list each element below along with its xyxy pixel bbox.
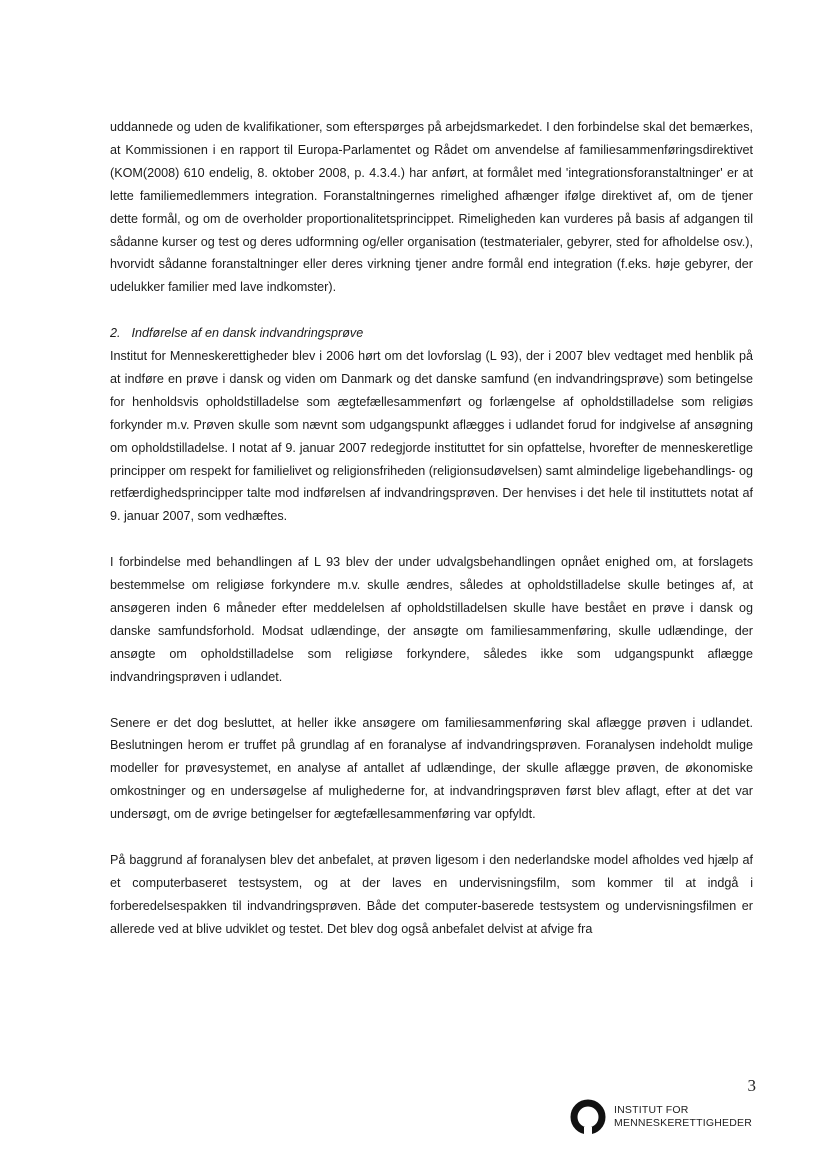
institute-logo (570, 1098, 770, 1138)
paragraph-gap (110, 299, 753, 322)
logo-line-1: INSTITUT FOR (614, 1104, 689, 1116)
logo-text (614, 1104, 752, 1130)
paragraph-2: Institut for Menneskerettigheder blev i 2006 hørt om det lovforslag (L 93), der i 2007 blev vedtaget med henblik på at indføre en prøve i dansk og viden om Danmark og det danske samfund (en indvandringsprøve) som betingelse for henholdsvis opholdstilladelse som ægtefællesammenført og forlængelse af opholdstilladelse som religiøs forkynder m.v. Prøven skulle som nævnt som udgangspunkt aflægges i udlandet forud for indgivelse af ansøgning om opholdstilladelse. I notat af 9. januar 2007 redegjorde instituttet for sin opfattelse, hvorefter de menneskeretlige principper om respekt for familielivet og religionsfriheden (religionsudøvelsen) samt almindelige ligebehandlings- og retfærdighedsprincipper talte mod indførelsen af indvandringsprøven. Der henvises i det hele til instituttets notat af 9. januar 2007, som vedhæftes. (110, 349, 753, 524)
paragraph-3: I forbindelse med behandlingen af L 93 blev der under udvalgsbehandlingen opnået enighed om, at forslagets bestemmelse om religiøse forkyndere m.v. skulle ændres, således at opholdstilladelse skulle betinges af, at ansøgeren inden 6 måneder efter meddelelsen af opholdstilladelsen skulle have bestået en prøve i dansk og danske samfundsforhold. Modsat udlændinge, der ansøgte om familiesammenføring, skulle udlændinge, der ansøgte om opholdstilladelse som religiøse forkyndere, således ikke som udgangspunkt aflægge indvandringsprøven i udlandet. (110, 555, 753, 684)
paragraph-gap (110, 826, 753, 849)
paragraph-4: Senere er det dog besluttet, at heller ikke ansøgere om familiesammenføring skal aflægge prøven i udlandet. Beslutningen herom er truffet på grundlag af en foranalyse af indvandringsprøven. Foranalysen indeholdt mulige modeller for prøvesystemet, en analyse af antallet af udlændinge, der skulle aflægge prøven, de økonomiske omkostninger og en undersøgelse af mulighederne for, at indvandringsprøven først blev aflagt, efter at det var undersøgt, om de øvrige betingelser for ægtefællesammenføring var opfyldt. (110, 715, 753, 822)
section-number: 2. (110, 326, 121, 341)
document-body (110, 116, 753, 941)
paragraph-gap (110, 528, 753, 551)
section-title: Indførelse af en dansk indvandringsprøve (131, 326, 364, 341)
logo-line-2: MENNESKERETTIGHEDER (614, 1117, 752, 1129)
paragraph-gap (110, 689, 753, 712)
page-number: 3 (747, 1076, 756, 1095)
paragraph-1: uddannede og uden de kvalifikationer, som efterspørges på arbejdsmarkedet. I den forbindelse skal det bemærkes, at Kommissionen i en rapport til Europa-Parlamentet og Rådet om anvendelse af familiesammenføringsdirektivet (KOM(2008) 610 endelig, 8. oktober 2008, p. 4.3.4.) har anført, at formålet med 'integrationsforanstaltninger' er at lette familiemedlemmers integration. Foranstaltningernes rimelighed afhænger ifølge direktivet af, om de tjener dette formål, og om de overholder proportionalitetsprincippet. Rimeligheden kan vurderes på basis af adgangen til sådanne kurser og test og deres udformning og/eller organisation (testmaterialer, gebyrer, sted for afholdelse osv.), hvorvidt sådanne foranstaltninger eller deres virkning tjener andre formål end integration (f.eks. høje gebyrer, der udelukker familier med lave indkomster). (110, 120, 753, 295)
paragraph-5: På baggrund af foranalysen blev det anbefalet, at prøven ligesom i den nederlandske model afholdes ved hjælp af et computerbaseret testsystem, og at der laves en undervisningsfilm, som kommer til at indgå i forberedelsespakken til indvandringsprøven. Både det computer-baserede testsystem og undervisningsfilmen er allerede ved at blive udviklet og testet. Det blev dog også anbefalet delvist at afvige fra (110, 852, 753, 936)
section-heading (110, 322, 753, 345)
ring-logo-icon (570, 1099, 606, 1135)
